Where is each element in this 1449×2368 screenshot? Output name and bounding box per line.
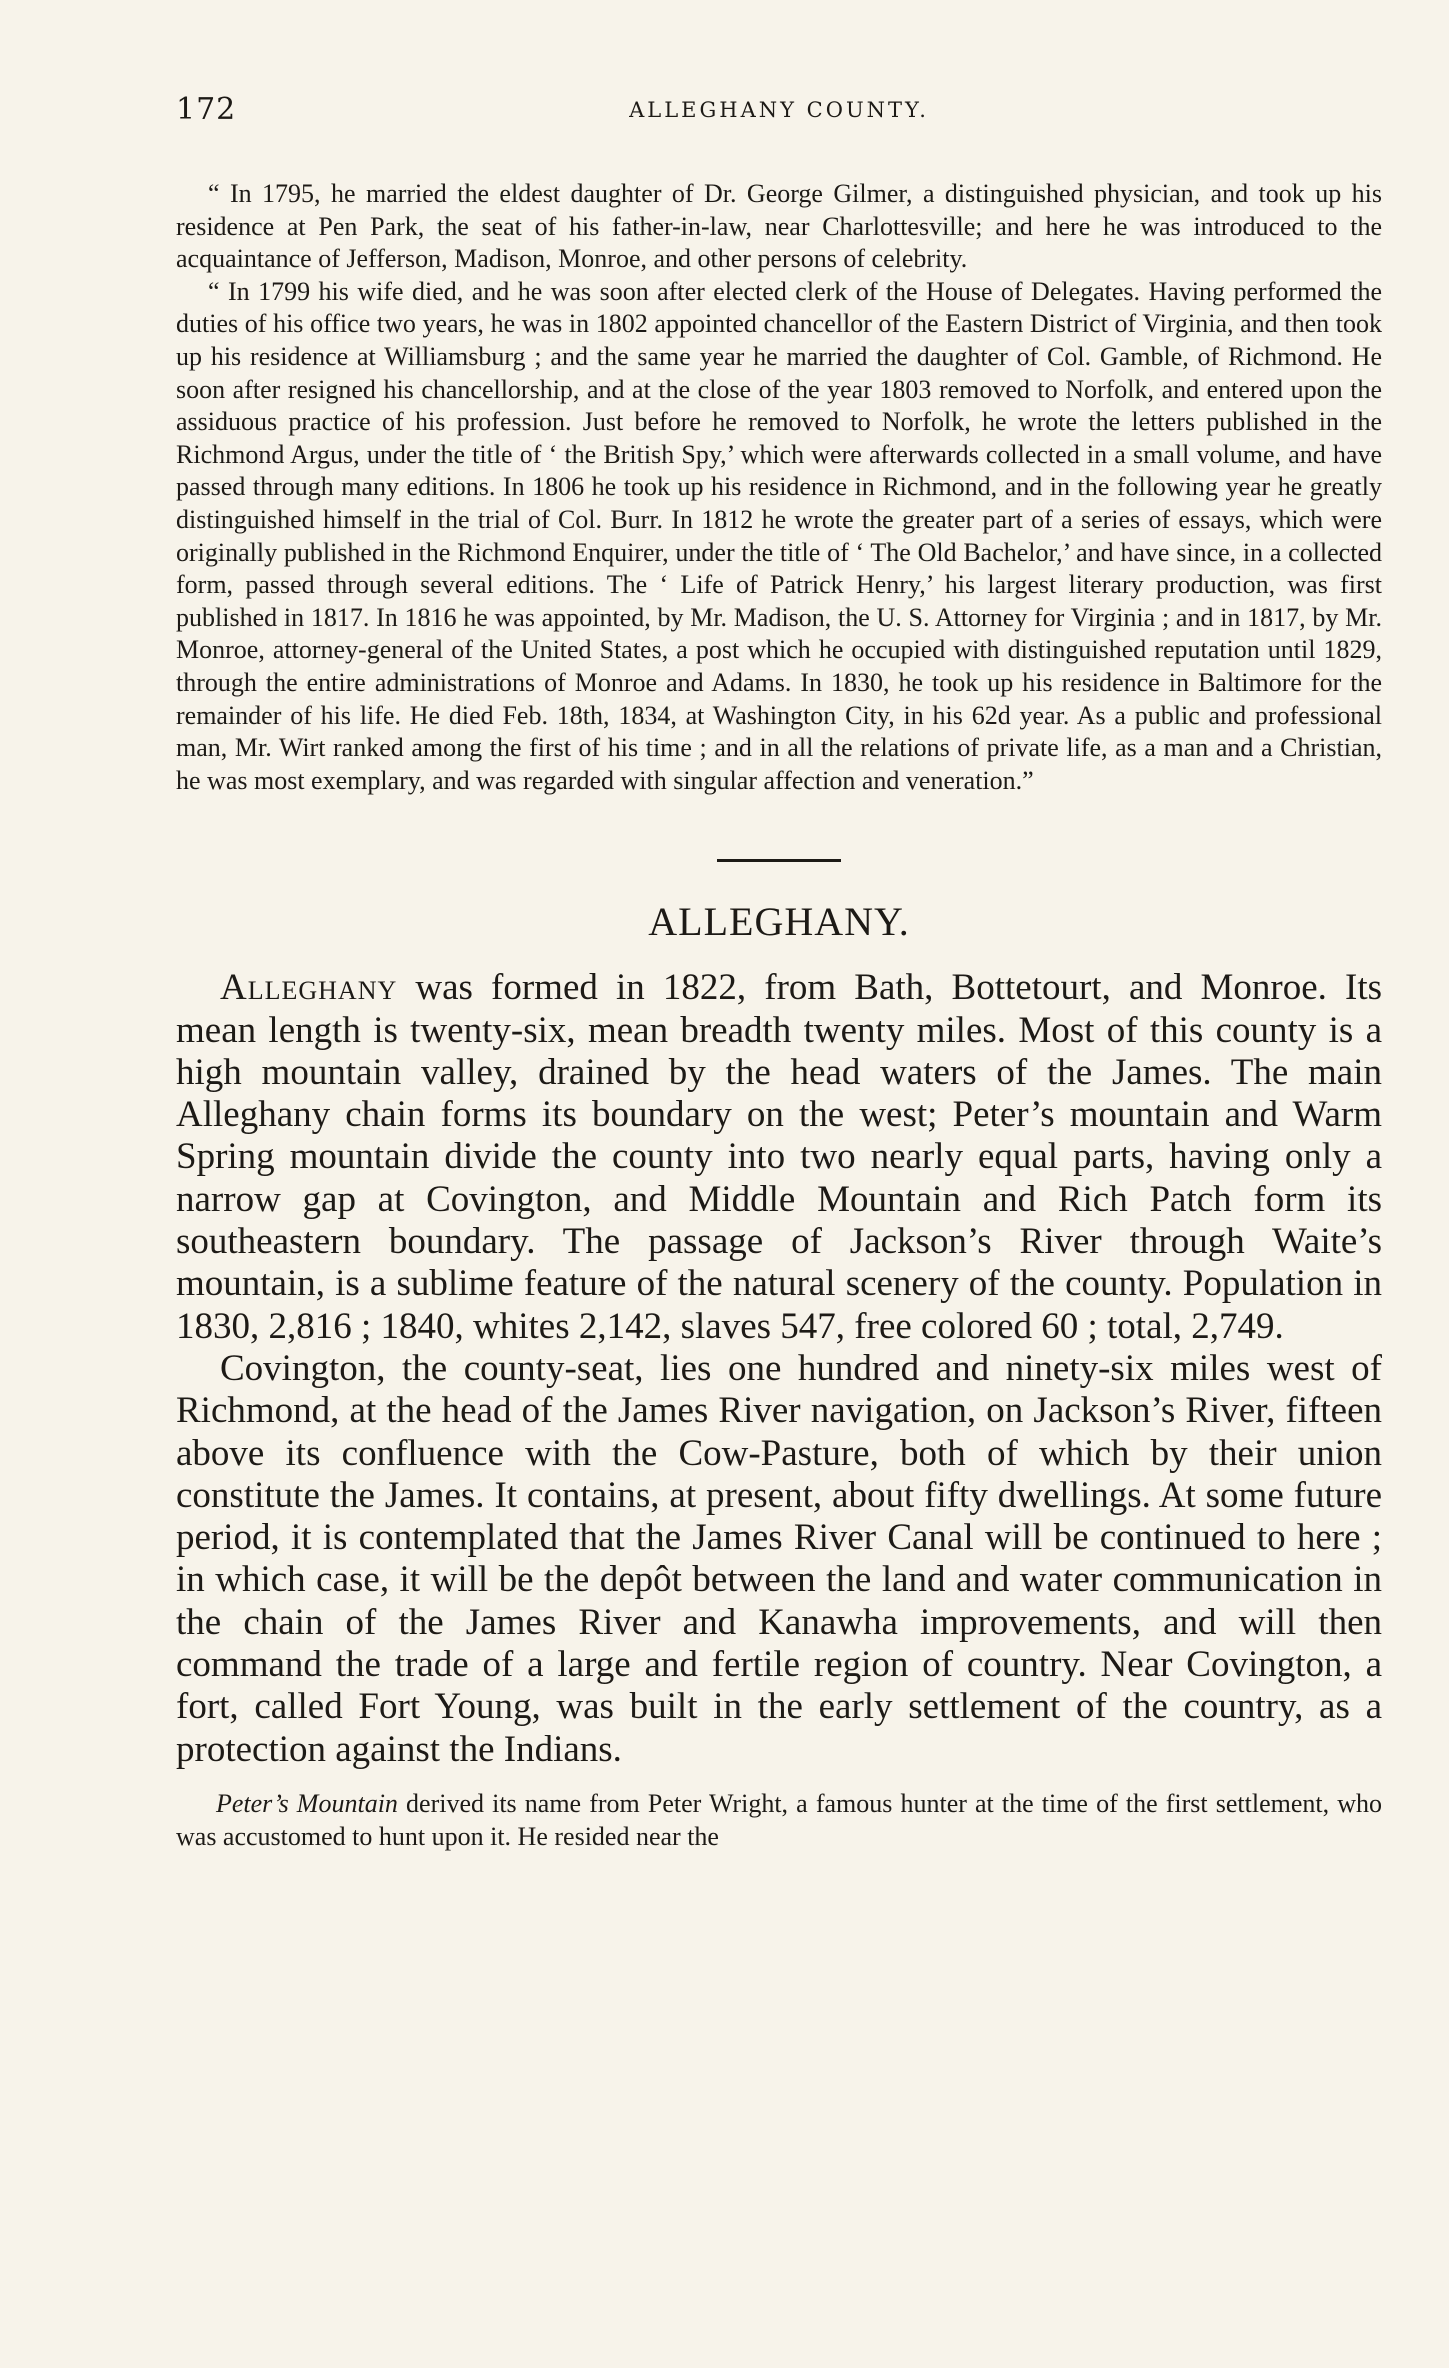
section-paragraph-1 bbox=[176, 967, 1382, 1348]
page-header bbox=[176, 88, 1382, 134]
quote-paragraph-1: “ In 1795, he married the eldest daughter of Dr. George Gilmer, a distinguished physician, and took up his residence at Pen Park, the seat of his father-in-law, near Charlottesville; and here he was introduced to the acquaintance of Jefferson, Madison, Monroe, and other persons of celebrity. bbox=[176, 179, 1382, 274]
paragraph-1-text: was formed in 1822, from Bath, Bottetourt, and Monroe. Its mean length is twenty-six, mean breadth twenty miles. Most of this county is a high mountain valley, drained by the head waters of the James. The main Alleghany chain forms its boundary on the west; Peter’s mountain and Warm Spring mountain divide the county into two nearly equal parts, having only a narrow gap at Covington, and Middle Mountain and Rich Patch form its southeastern boundary. The passage of Jackson’s River through Waite’s mountain, is a sublime feature of the natural scenery of the county. Population in 1830, 2,816 ; 1840, whites 2,142, slaves 547, free colored 60 ; total, 2,749. bbox=[176, 967, 1382, 1347]
note-lead: Peter’s Mountain bbox=[216, 1788, 398, 1818]
page-number: 172 bbox=[176, 92, 237, 127]
running-head: ALLEGHANY COUNTY. bbox=[629, 98, 929, 122]
footnote-text bbox=[176, 1787, 1382, 1853]
section-title: ALLEGHANY. bbox=[648, 899, 910, 945]
quoted-biography bbox=[176, 178, 1382, 797]
note-paragraph bbox=[176, 1787, 1382, 1853]
section-body bbox=[176, 967, 1382, 1771]
section-divider bbox=[717, 859, 841, 862]
section-paragraph-2: Covington, the county-seat, lies one hundred and ninety-six miles west of Richmond, at the head of the James River navigation, on Jackson’s River, fifteen above its confluence with the Cow-Pasture, both of which by their union constitute the James. It contains, at present, about fifty dwellings. At some future period, it is contemplated that the James River Canal will be continued to here ; in which case, it will be the depôt between the land and water communication in the chain of the James River and Kanawha improvements, and will then command the trade of a large and fertile region of country. Near Covington, a fort, called Fort Young, was built in the early settlement of the country, as a protection against the Indians. bbox=[176, 1347, 1382, 1770]
quote-paragraph-2: “ In 1799 his wife died, and he was soon after elected clerk of the House of Delegates. Having performed the duties of his office two years, he was in 1802 appointed chancellor of the Eastern District of Virginia, and then took up his residence at Williamsburg ; and the same year he married the daughter of Col. Gamble, of Richmond. He soon after resigned his chancellorship, and at the close of the year 1803 removed to Norfolk, and entered upon the assiduous practice of his profession. Just before he removed to Norfolk, he wrote the letters published in the Richmond Argus, under the title of ‘ the British Spy,’ which were afterwards collected in a small volume, and have passed through many editions. In 1806 he took up his residence in Richmond, and in the following year he greatly distinguished himself in the trial of Col. Burr. In 1812 he wrote the greater part of a series of essays, which were originally published in the Richmond Enquirer, under the title of ‘ The Old Bachelor,’ and have since, in a collected form, passed through several editions. The ‘ Life of Patrick Henry,’ his largest literary production, was first published in 1817. In 1816 he was appointed, by Mr. Madison, the U. S. Attorney for Virginia ; and in 1817, by Mr. Monroe, attorney-general of the United States, a post which he occupied with distinguished reputation until 1829, through the entire administrations of Monroe and Adams. In 1830, he took up his residence in Baltimore for the remainder of his life. He died Feb. 18th, 1834, at Washington City, in his 62d year. As a public and professional man, Mr. Wirt ranked among the first of his time ; and in all the relations of private life, as a man and a Christian, he was most exemplary, and was regarded with singular affection and veneration.” bbox=[176, 276, 1382, 795]
book-page bbox=[176, 88, 1382, 1853]
lead-word: Alleghany bbox=[220, 967, 398, 1009]
note-text: derived its name from Peter Wright, a famous hunter at the time of the first settlement, who was accustomed to hunt upon it. He resided near the bbox=[176, 1788, 1382, 1851]
